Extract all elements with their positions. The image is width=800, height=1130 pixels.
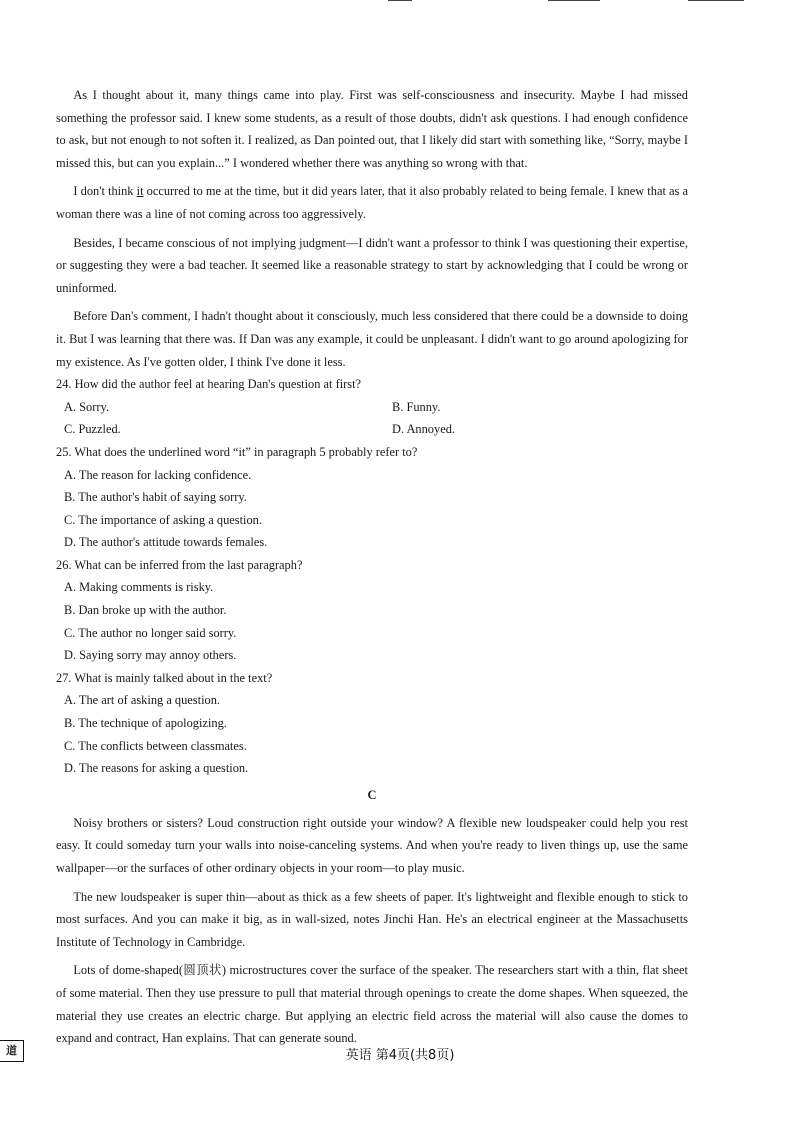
passage-b [56,84,688,373]
option-b: B. Funny. [392,399,441,414]
paragraph-text: occurred to me at the time, but it did years later, that it also probably related to being female. I knew that as a woman there was a line of not coming across too aggressively. [56,184,688,221]
top-edge-mark-2 [548,0,600,1]
option-d: D. Saying sorry may annoy others. [64,648,237,663]
question-25 [56,441,688,554]
option-d: D. The author's attitude towards females. [64,535,268,550]
option-b: B. The technique of apologizing. [64,716,227,731]
top-edge-mark-1 [388,0,412,1]
section-heading: C [367,787,377,802]
paragraph: Before Dan's comment, I hadn't thought about it consciously, much less considered that there could be a downside to doing it. But I was learning that there was. If Dan was any example, it could be unpleasant. I didn't want to go around apologizing for my existence. As I've gotten older, I think I've done it less. [56,309,688,369]
paragraph: As I thought about it, many things came into play. First was self-consciousness and insecurity. Maybe I had missed something the professor said. I knew some students, as a result of those doubts, didn't ask questions. I had enough confidence to ask, but not enough to not soften it. I realized, as Dan pointed out, that I likely did start with something like, “Sorry, maybe I missed this, but can you explain...” I wondered whether there was anything so wrong with that. [56,88,688,170]
page-footer: 英语 第4页(共8页) [345,1048,455,1063]
paragraph: The new loudspeaker is super thin—about as thick as a few sheets of paper. It's lightweight and flexible enough to stick to most surfaces. And you can make it big, as in wall-sized, notes Jinchi Han. He's an electrical engineer at the Massachusetts Institute of Technology in Cambridge. [56,889,688,949]
option-c: C. Puzzled. [64,422,121,437]
paragraph: Lots of dome-shaped(圆顶状) microstructures cover the surface of the speaker. The researchers start with a thin, flat sheet of some material. Then they use pressure to pull that material through openings to create the dome shapes. When squeezed, the material they use creates an electric charge. But applying an electric field across the material will also cause the domes to expand and contract, Han explains. That can generate sound. [56,963,688,1046]
question-24 [56,373,688,441]
question-stem: 27. What is mainly talked about in the text? [56,670,273,685]
underlined-word: it [136,184,144,199]
paragraph-text: I don't think [73,184,137,199]
option-a: A. Sorry. [64,399,109,414]
exam-page [56,84,688,1050]
question-stem: 26. What can be inferred from the last paragraph? [56,557,303,572]
option-c: C. The author no longer said sorry. [64,625,237,640]
option-b: B. Dan broke up with the author. [64,603,227,618]
option-a: A. Making comments is risky. [64,580,214,595]
paragraph-5 [56,180,688,225]
question-27 [56,667,688,780]
top-edge-mark-3 [688,0,744,1]
option-a: A. The reason for lacking confidence. [64,467,252,482]
question-26 [56,554,688,667]
question-stem: 25. What does the underlined word “it” in paragraph 5 probably refer to? [56,444,418,459]
question-stem: 24. How did the author feel at hearing Dan's question at first? [56,377,362,392]
option-c: C. The importance of asking a question. [64,512,262,527]
paragraph: Besides, I became conscious of not implying judgment—I didn't want a professor to think I was questioning their expertise, or suggesting they were a bad teacher. It seemed like a reasonable strategy to start by acknowledging that I could be wrong or uninformed. [56,235,688,295]
paragraph: Noisy brothers or sisters? Loud construction right outside your window? A flexible new loudspeaker could help you rest easy. It could someday turn your walls into noise-canceling systems. And when you're ready to liven things up, use the same wallpaper—or the surfaces of other ordinary objects in your room—to play music. [56,815,688,875]
option-d: D. The reasons for asking a question. [64,761,249,776]
passage-c [56,812,688,1050]
option-c: C. The conflicts between classmates. [64,738,247,753]
option-b: B. The author's habit of saying sorry. [64,490,247,505]
option-d: D. Annoyed. [392,422,455,437]
option-a: A. The art of asking a question. [64,693,220,708]
options-grid [56,396,688,441]
side-tab-label: 道 [0,1040,24,1062]
